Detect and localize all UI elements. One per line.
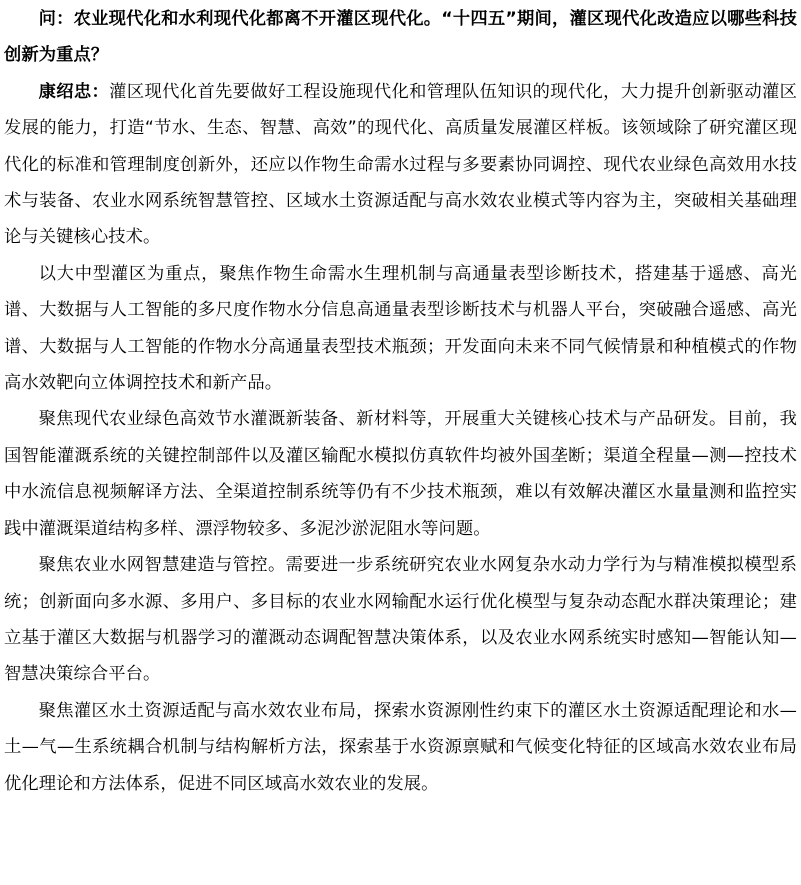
question-paragraph	[4, 1, 797, 74]
answer-intro-text: 灌区现代化首先要做好工程设施现代化和管理队伍知识的现代化，大力提升创新驱动灌区发展的能力，打造“节水、生态、智慧、高效”的现代化、高质量发展灌区样板。该领域除了研究灌区现代化的标准和管理制度创新外，还应以作物生命需水过程与多要素协同调控、现代农业绿色高效用水技术与装备、农业水网系统智慧管控、区域水土资源适配与高水效农业模式等内容为主，突破相关基础理论与关键核心技术。	[4, 81, 797, 248]
body-paragraph-2: 聚焦现代农业绿色高效节水灌溉新装备、新材料等，开展重大关键核心技术与产品研发。目前，我国智能灌溉系统的关键控制部件以及灌区输配水模拟仿真软件均被外国垄断；渠道全程量—测—控技术中水流信息视频解译方法、全渠道控制系统等仍有不少技术瓶颈，难以有效解决灌区水量量测和监控实践中灌溉渠道结构多样、漂浮物较多、多泥沙淤泥阻水等问题。	[4, 409, 797, 539]
body-paragraph-1: 以大中型灌区为重点，聚焦作物生命需水生理机制与高通量表型诊断技术，搭建基于遥感、高光谱、大数据与人工智能的多尺度作物水分信息高通量表型诊断技术与机器人平台，突破融合遥感、高光谱、大数据与人工智能的作物水分高通量表型技术瓶颈；开发面向未来不同气候情景和种植模式的作物高水效靶向立体调控技术和新产品。	[4, 263, 797, 394]
body-paragraph-3: 聚焦农业水网智慧建造与管控。需要进一步系统研究农业水网复杂水动力学行为与精准模拟模型系统；创新面向多水源、多用户、多目标的农业水网输配水运行优化模型与复杂动态配水群决策理论；建立基于灌区大数据与机器学习的灌溉动态调配智慧决策体系，以及农业水网系统实时感知—智能认知—智慧决策综合平台。	[4, 555, 797, 685]
article-body	[4, 0, 797, 802]
body-paragraph-4: 聚焦灌区水土资源适配与高水效农业布局，探索水资源刚性约束下的灌区水土资源适配理论和水—土—气—生系统耦合机制与结构解析方法，探索基于水资源禀赋和气候变化特征的区域高水效农业布局优化理论和方法体系，促进不同区域高水效农业的发展。	[4, 700, 797, 794]
answer-intro-paragraph	[4, 74, 797, 256]
speaker-name: 康绍忠：	[38, 81, 110, 102]
question-label: 问：	[38, 9, 74, 29]
question-text: 农业现代化和水利现代化都离不开灌区现代化。“十四五”期间，灌区现代化改造应以哪些科技创新为重点？	[4, 9, 798, 66]
